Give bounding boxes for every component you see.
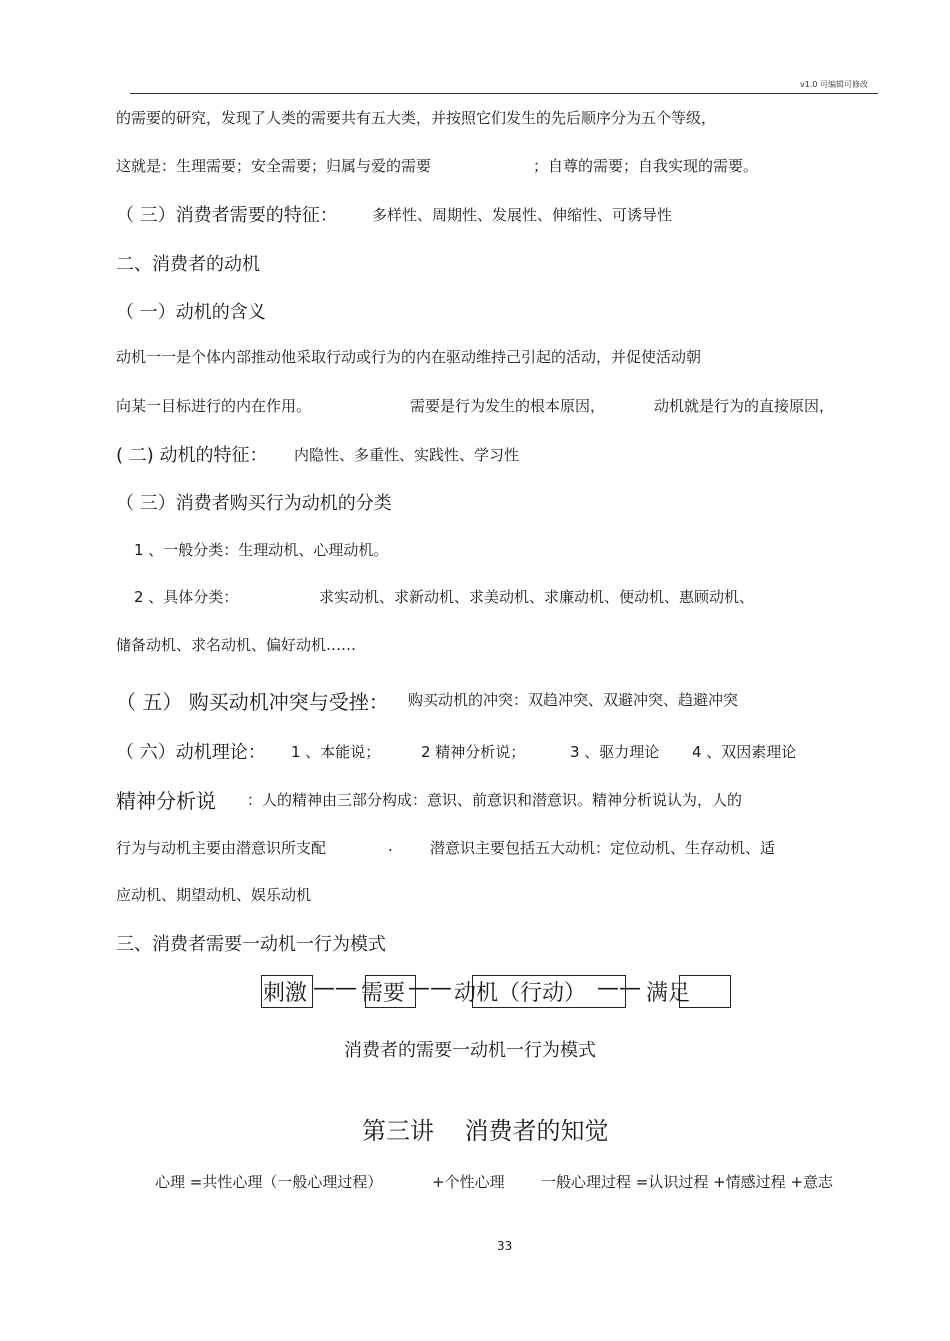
subheading: （ 五） 购买动机冲突与受挫： — [116, 690, 389, 714]
paragraph-line: 购买动机的冲突：双趋冲突、双避冲突、趋避冲突 — [408, 691, 739, 709]
paragraph-line: ：人的精神由三部分构成：意识、前意识和潜意识。精神分析说认为，人的 — [247, 791, 743, 809]
page-number: 33 — [497, 1239, 513, 1253]
flow-satisfy: 满足 — [646, 981, 691, 1006]
theory-item: 1 、本能说； — [291, 743, 381, 761]
section-heading: 二、消费者的动机 — [116, 254, 260, 275]
paragraph-line: 1 、一般分类：生理动机、心理动机。 — [134, 541, 389, 559]
paragraph-line: 求实动机、求新动机、求美动机、求廉动机、便动机、惠顾动机、 — [319, 588, 755, 606]
paragraph-line: 动机就是行为的直接原因， — [654, 397, 835, 415]
theory-item: 2 精神分析说； — [421, 743, 526, 761]
formula-part: 一般心理过程 =认识过程 +情感过程 +意志 — [541, 1173, 834, 1191]
paragraph-line: 需要是行为发生的根本原因， — [410, 397, 606, 415]
figure-caption: 消费者的需要一动机一行为模式 — [344, 1040, 596, 1061]
paragraph-line: 内隐性、多重性、实践性、学习性 — [294, 446, 520, 464]
formula-part: +个性心理 — [432, 1173, 505, 1191]
paragraph-line: 储备动机、求名动机、偏好动机…… — [116, 636, 357, 654]
lecture-title: 第三讲 消费者的知觉 — [362, 1117, 609, 1145]
paragraph-line: 动机一一是个体内部推动他采取行动或行为的内在驱动维持己引起的活动，并促使活动朝 — [116, 348, 702, 366]
paragraph-line: 行为与动机主要由潜意识所支配 — [116, 839, 327, 857]
section-heading: 三、消费者需要一动机一行为模式 — [116, 934, 386, 955]
header-rule — [130, 93, 878, 94]
theory-item: 3 、驱力理论 — [570, 743, 660, 761]
flow-need: 需要 — [361, 981, 406, 1006]
subheading: （ 一）动机的含义 — [116, 302, 266, 323]
paragraph-line: 应动机、期望动机、娱乐动机 — [116, 886, 312, 904]
paragraph-line: 多样性、周期性、发展性、伸缩性、可诱导性 — [372, 206, 673, 224]
flow-arrow: —— — [408, 976, 452, 1001]
subheading: （ 六）动机理论： — [116, 742, 266, 763]
flow-arrow: —— — [597, 976, 641, 1001]
paragraph-line: 向某一目标进行的内在作用。 — [116, 397, 312, 415]
paragraph-line: 2 、具体分类： — [134, 588, 239, 606]
term-heading: 精神分析说 — [116, 789, 216, 813]
subheading: ( 二) 动机的特征： — [116, 445, 268, 466]
header-meta: v1.0 可编辑可修改 — [800, 80, 868, 89]
subheading: （ 三）消费者需要的特征： — [116, 205, 338, 226]
paragraph-line: 的需要的研究，发现了人类的需要共有五大类，并按照它们发生的先后顺序分为五个等级， — [116, 109, 717, 127]
paragraph-line: 这就是：生理需要；安全需要；归属与爱的需要 — [116, 157, 432, 175]
subheading: （ 三）消费者购买行为动机的分类 — [116, 493, 392, 514]
paragraph-line: 潜意识主要包括五大动机：定位动机、生存动机、适 — [430, 839, 776, 857]
formula-part: 心理 =共性心理（一般心理过程） — [155, 1173, 383, 1191]
theory-item: 4 、双因素理论 — [692, 743, 797, 761]
paragraph-line: ；自尊的需要；自我实现的需要。 — [533, 157, 759, 175]
paragraph-line: . — [388, 837, 393, 855]
flow-stimulus: 刺激 — [263, 981, 308, 1006]
flow-motive: 动机（行动） — [454, 981, 587, 1006]
flow-arrow: —— — [313, 976, 357, 1001]
